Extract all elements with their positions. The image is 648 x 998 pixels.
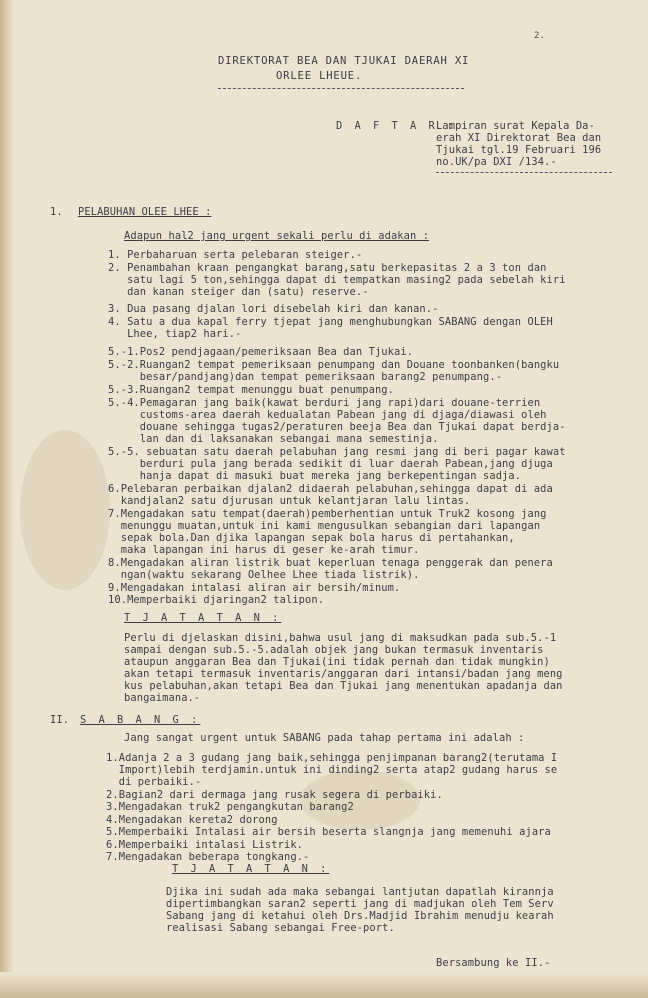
section2-line: 5.Memperbaiki Intalasi air bersih beserta slangnja jang memenuhi ajara xyxy=(106,826,551,838)
section1-note-line: bangaimana.- xyxy=(124,692,201,704)
section2-heading: S A B A N G : xyxy=(80,714,201,726)
section1-note-line: kus pelabuhan,akan tetapi Bea dan Tjukai jang menentukan apadanja dan xyxy=(124,680,563,692)
section1-line: berduri pula jang berada sedikit di luar daerah Pabean,jang djuga xyxy=(108,458,553,470)
paper-stain xyxy=(20,430,110,590)
header-line-1: DIREKTORAT BEA DAN TJUKAI DAERAH XI xyxy=(218,55,470,67)
section1-line: 10.Memperbaiki djaringan2 talipon. xyxy=(108,594,325,606)
section1-line: satu lagi 5 ton,sehingga dapat di tempatkan masing2 pada sebelah kiri xyxy=(108,274,566,286)
section2-line: 3.Mengadakan truk2 pengangkutan barang2 xyxy=(106,801,354,813)
section2-intro: Jang sangat urgent untuk SABANG pada tahap pertama ini adalah : xyxy=(124,732,525,744)
section1-line: 6.Pelebaran perbaikan djalan2 didaerah pelabuhan,sehingga dapat di ada xyxy=(108,483,553,495)
section2-note-line: realisasi Sabang sebangai Free-port. xyxy=(166,922,395,934)
continuation-note: Bersambung ke II.- xyxy=(436,957,551,969)
section1-note-line: Perlu di djelaskan disini,bahwa usul jang di maksudkan pada sub.5.-1 xyxy=(124,632,557,644)
attachment-line-4: no.UK/pa DXI /134.- xyxy=(436,156,557,168)
section1-line: kandjalan2 satu djurusan untuk kelantjaran lalu lintas. xyxy=(108,495,471,507)
section1-line: Lhee, tiap2 hari.- xyxy=(108,328,242,340)
section1-note-line: sampai dengan sub.5.-5.adalah objek jang bukan termasuk inventaris xyxy=(124,644,544,656)
section1-heading: PELABUHAN OLEE LHEE : xyxy=(78,206,212,218)
section1-line: 1. Perbaharuan serta pelebaran steiger.- xyxy=(108,249,363,261)
section2-line: 6.Memperbaiki intalasi Listrik. xyxy=(106,839,304,851)
section2-line: Import)lebih terdjamin.untuk ini dinding2 serta atap2 gudang harus se xyxy=(106,764,558,776)
attachment-line-1: Lampiran surat Kepala Da- xyxy=(436,120,595,132)
section1-line: 5.-2.Ruangan2 tempat pemeriksaan penumpang dan Douane toonbanken(bangku xyxy=(108,359,560,371)
section1-line: besar/pandjang)dan tempat pemeriksaan barang2 penumpang.- xyxy=(108,371,503,383)
section1-line: dan kanan steiger dan (satu) reserve.- xyxy=(108,286,369,298)
section2-note-title: T J A T A T A N : xyxy=(172,863,330,875)
paper-bottom-edge xyxy=(0,972,648,998)
section1-note-line: akan tetapi termasuk inventaris/anggaran dari intansi/badan jang meng xyxy=(124,668,563,680)
section2-note-line: dipertimbangkan saran2 seperti jang di madjukan oleh Tem Serv xyxy=(166,898,554,910)
section2-line: 4.Mengadakan kereta2 dorong xyxy=(106,814,278,826)
section1-line: customs-area daerah kedualatan Pabean jang di djaga/diawasi oleh xyxy=(108,409,547,421)
header-divider xyxy=(218,88,464,89)
section1-line: lan dan di laksanakan sebangai mana semestinja. xyxy=(108,433,439,445)
section1-line: 8.Mengadakan aliran listrik buat keperluan tenaga penggerak dan penera xyxy=(108,557,553,569)
section1-line: ngan(waktu sekarang Oelhee Lhee tiada listrik). xyxy=(108,569,420,581)
section1-line: 5.-4.Pemagaran jang baik(kawat berduri jang rapi)dari douane-terrien xyxy=(108,397,541,409)
attachment-line-2: erah XI Direktorat Bea dan xyxy=(436,132,602,144)
section1-note-line: ataupun anggaran Bea dan Tjukai(ini tidak pernah dan tidak mungkin) xyxy=(124,656,550,668)
section1-line: douane sehingga tugas2/peraturen beeja Bea dan Tjukai dapat berdja- xyxy=(108,421,566,433)
paper-left-edge xyxy=(0,0,14,998)
section1-line: menunggu muatan,untuk ini kami mengusulkan sebangian dari lapangan xyxy=(108,520,541,532)
section1-line: hanja dapat di masuki buat mereka jang berkepentingan sadja. xyxy=(108,470,522,482)
attachment-title: D A F T A R : xyxy=(336,120,457,132)
section1-line: 3. Dua pasang djalan lori disebelah kiri dan kanan.- xyxy=(108,303,439,315)
section1-intro: Adapun hal2 jang urgent sekali perlu di adakan : xyxy=(124,230,430,242)
section1-line: 7.Mengadakan satu tempat(daerah)pemberhentian untuk Truk2 kosong jang xyxy=(108,508,547,520)
section1-line: 5.-1.Pos2 pendjagaan/pemeriksaan Bea dan Tjukai. xyxy=(108,346,414,358)
section2-number: II. xyxy=(50,714,70,726)
section1-number: 1. xyxy=(50,206,63,218)
section1-note-title: T J A T A T A N : xyxy=(124,612,282,624)
corner-mark: 2. xyxy=(534,31,545,41)
header-line-2: ORLEE LHEUE. xyxy=(276,70,363,82)
section2-line: 1.Adanja 2 a 3 gudang jang baik,sehingga penjimpanan barang2(terutama I xyxy=(106,752,558,764)
section2-line: 2.Bagian2 dari dermaga jang rusak segera di perbaiki. xyxy=(106,789,443,801)
section2-note-line: Sabang jang di ketahui oleh Drs.Madjid Ibrahim menudju kearah xyxy=(166,910,554,922)
section2-line: 7.Mengadakan beberapa tongkang.- xyxy=(106,851,310,863)
section1-line: 5.-5. sebuatan satu daerah pelabuhan jang resmi jang di beri pagar kawat xyxy=(108,446,566,458)
section1-line: 9.Mengadakan intalasi aliran air bersih/minum. xyxy=(108,582,401,594)
section2-note-line: Djika ini sudah ada maka sebangai lantjutan dapatlah kirannja xyxy=(166,886,554,898)
section2-line: di perbaiki.- xyxy=(106,776,202,788)
section1-line: 5.-3.Ruangan2 tempat menunggu buat penumpang. xyxy=(108,384,395,396)
section1-line: sepak bola.Dan djika lapangan sepak bola harus di pertahankan, xyxy=(108,532,515,544)
section1-line: 4. Satu a dua kapal ferry tjepat jang menghubungkan SABANG dengan OLEH xyxy=(108,316,553,328)
section1-line: 2. Penambahan kraan pengangkat barang,satu berkepasitas 2 a 3 ton dan xyxy=(108,262,547,274)
attachment-line-3: Tjukai tgl.19 Februari 196 xyxy=(436,144,602,156)
section1-line: maka lapangan ini harus di geser ke-arah timur. xyxy=(108,544,420,556)
attachment-divider xyxy=(436,172,612,173)
